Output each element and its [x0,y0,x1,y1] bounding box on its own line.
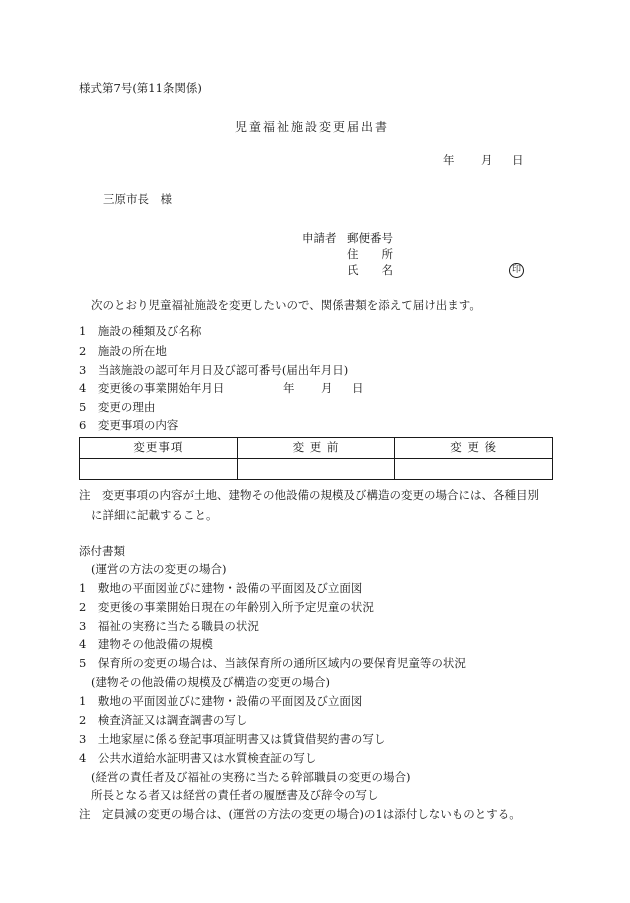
seal-mark: 印 [509,263,524,278]
intro-text: 次のとおり児童福祉施設を変更したいので、関係書類を添えて届け出ます。 [91,298,481,312]
item-2: 2 施設の所在地 [79,344,167,358]
applicant-role: 申請者 [302,231,337,245]
start-date-year: 年 [283,381,295,395]
method-item-2: 2 変更後の事業開始日現在の年齢別入所予定児童の状況 [79,600,374,614]
item-3: 3 当該施設の認可年月日及び認可番号(届出年月日) [79,363,349,377]
date-year: 年 [443,153,455,167]
building-item-2: 2 検査済証又は調査調書の写し [79,713,248,727]
cell-after[interactable] [395,459,553,480]
change-table [79,437,553,480]
header-change-item: 変更事項 [80,438,238,459]
manager-item: 所長となる者又は経営の責任者の履歴書及び辞令の写し [91,788,379,802]
start-date-day: 日 [352,381,364,395]
item-5: 5 変更の理由 [79,400,156,414]
method-item-1: 1 敷地の平面図並びに建物・設備の平面図及び立面図 [79,581,363,595]
item-6: 6 変更事項の内容 [79,418,179,432]
item-1: 1 施設の種類及び名称 [79,324,202,338]
header-before: 変 更 前 [237,438,395,459]
document-title: 児童福祉施設変更届出書 [235,120,390,134]
date-day: 日 [512,153,524,167]
header-after: 変 更 後 [395,438,553,459]
table-header-row [80,438,553,459]
manager-change-heading: (経営の責任者及び福祉の実務に当たる幹部職員の変更の場合) [91,770,411,784]
date-month: 月 [481,153,493,167]
method-item-5: 5 保育所の変更の場合は、当該保育所の通所区域内の要保育児童等の状況 [79,656,466,670]
item-4: 4 変更後の事業開始年月日 [79,381,225,395]
note-1-line-2: に詳細に記載すること。 [91,508,218,522]
building-change-heading: (建物その他設備の規模及び構造の変更の場合) [91,675,330,689]
cell-before[interactable] [237,459,395,480]
method-item-4: 4 建物その他設備の規模 [79,637,213,651]
building-item-4: 4 公共水道給水証明書又は水質検査証の写し [79,751,317,765]
building-item-3: 3 土地家屋に係る登記事項証明書又は賃貸借契約書の写し [79,732,386,746]
note-2: 注 定員減の変更の場合は、(運営の方法の変更の場合)の1は添付しないものとする。 [79,807,521,821]
attachments-heading: 添付書類 [79,544,125,558]
note-1-line-1: 注 変更事項の内容が土地、建物その他設備の規模及び構造の変更の場合には、各種目別 [79,488,539,502]
building-item-1: 1 敷地の平面図並びに建物・設備の平面図及び立面図 [79,694,363,708]
name-label: 氏 名 [347,263,393,277]
method-item-3: 3 福祉の実務に当たる職員の状況 [79,619,259,633]
table-row [80,459,553,480]
cell-change-item[interactable] [80,459,238,480]
start-date-month: 月 [321,381,333,395]
addressee: 三原市長 様 [103,192,172,206]
method-change-heading: (運営の方法の変更の場合) [91,562,227,576]
address-label: 住 所 [347,247,393,261]
form-number: 様式第7号(第11条関係) [79,81,202,95]
postal-code-label: 郵便番号 [347,231,393,245]
